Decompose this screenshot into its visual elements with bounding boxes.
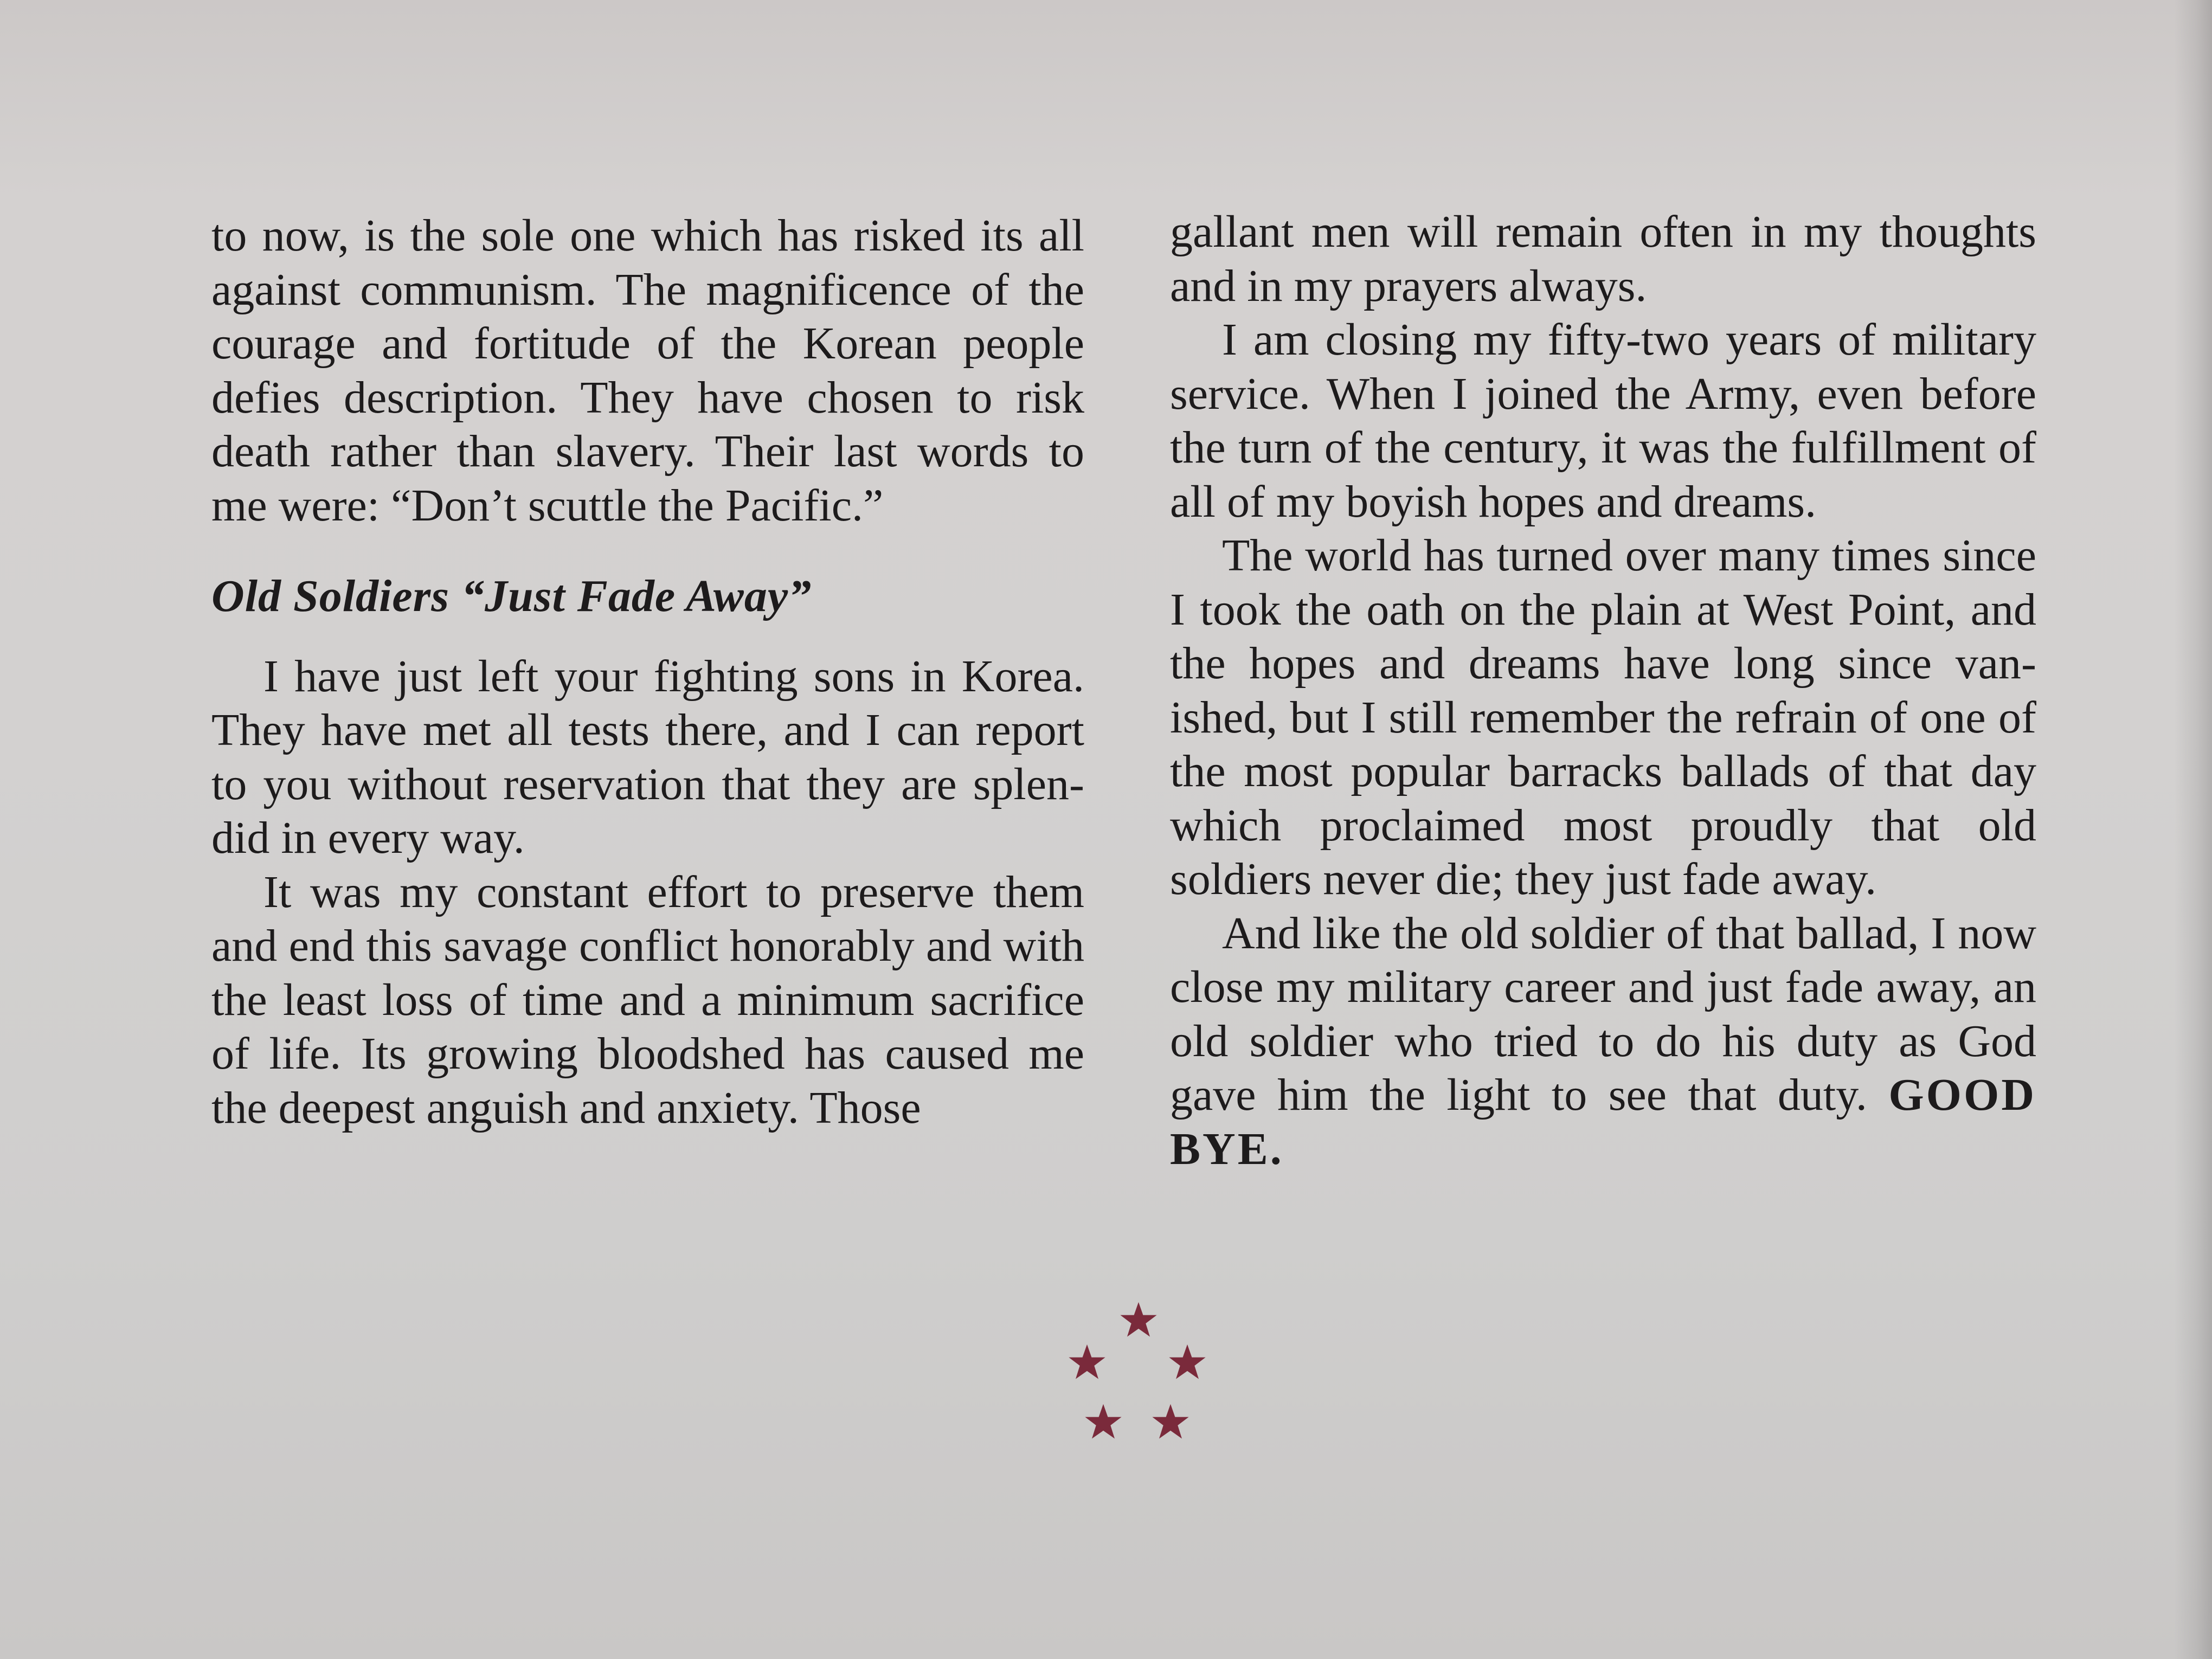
sign-off: GOOD BYE. bbox=[1170, 1070, 2036, 1174]
star-icon bbox=[1168, 1343, 1206, 1380]
paragraph-military-service: I am closing my fifty-two years of military service. When I joined the Army, even before the turn of the century, it was the fulfillment of all of my boyish hopes and dreams. bbox=[1170, 314, 2036, 527]
five-star-ornament bbox=[1057, 1301, 1220, 1458]
left-column bbox=[211, 209, 1084, 1135]
ballad-text: And like the old soldier of that ballad, I now close my military career and just fade away, an old soldier who tried to do his duty as God gave him the light to see that duty. bbox=[1170, 908, 2036, 1120]
page-edge-shadow bbox=[2174, 0, 2212, 1659]
star-icon bbox=[1068, 1343, 1106, 1380]
paragraph-constant-effort: It was my constant effort to preserve them and end this savage conflict honorably and with the least loss of time and a minimum sacrifice of life. Its growing bloodshed has caused me the deepest anguish and anxiety. Those bbox=[211, 866, 1084, 1133]
section-heading: Old Soldiers “Just Fade Away” bbox=[211, 571, 812, 621]
right-column bbox=[1170, 205, 2036, 1176]
paragraph-fighting-sons: I have just left your fighting sons in Korea. They have met all tests there, and I can report to you without reservation that they are splendid in every way. bbox=[211, 651, 1084, 863]
star-icon bbox=[1152, 1403, 1189, 1440]
star-icon bbox=[1120, 1301, 1158, 1338]
paragraph-old-soldier-ballad bbox=[1170, 906, 2036, 1176]
paragraph-world-turned: The world has turned over many times since I took the oath on the plain at West Point, and the hopes and dreams have long since vanished, but I still remember the refrain of one of the most popular barracks ballads of that day which proclaimed most proudly that old soldiers never die; they just fade away. bbox=[1170, 530, 2036, 904]
right-continued-paragraph: gallant men will remain often in my thoughts and in my prayers always. bbox=[1170, 207, 2036, 311]
left-continued-paragraph: to now, is the sole one which has risked its all against communism. The magnificence of the courage and fortitude of the Korean people defies description. They have chosen to risk death rather than slavery. Their last words to me were: “Don’t scuttle the Pacific.” bbox=[211, 210, 1084, 531]
star-icon bbox=[1084, 1403, 1122, 1440]
